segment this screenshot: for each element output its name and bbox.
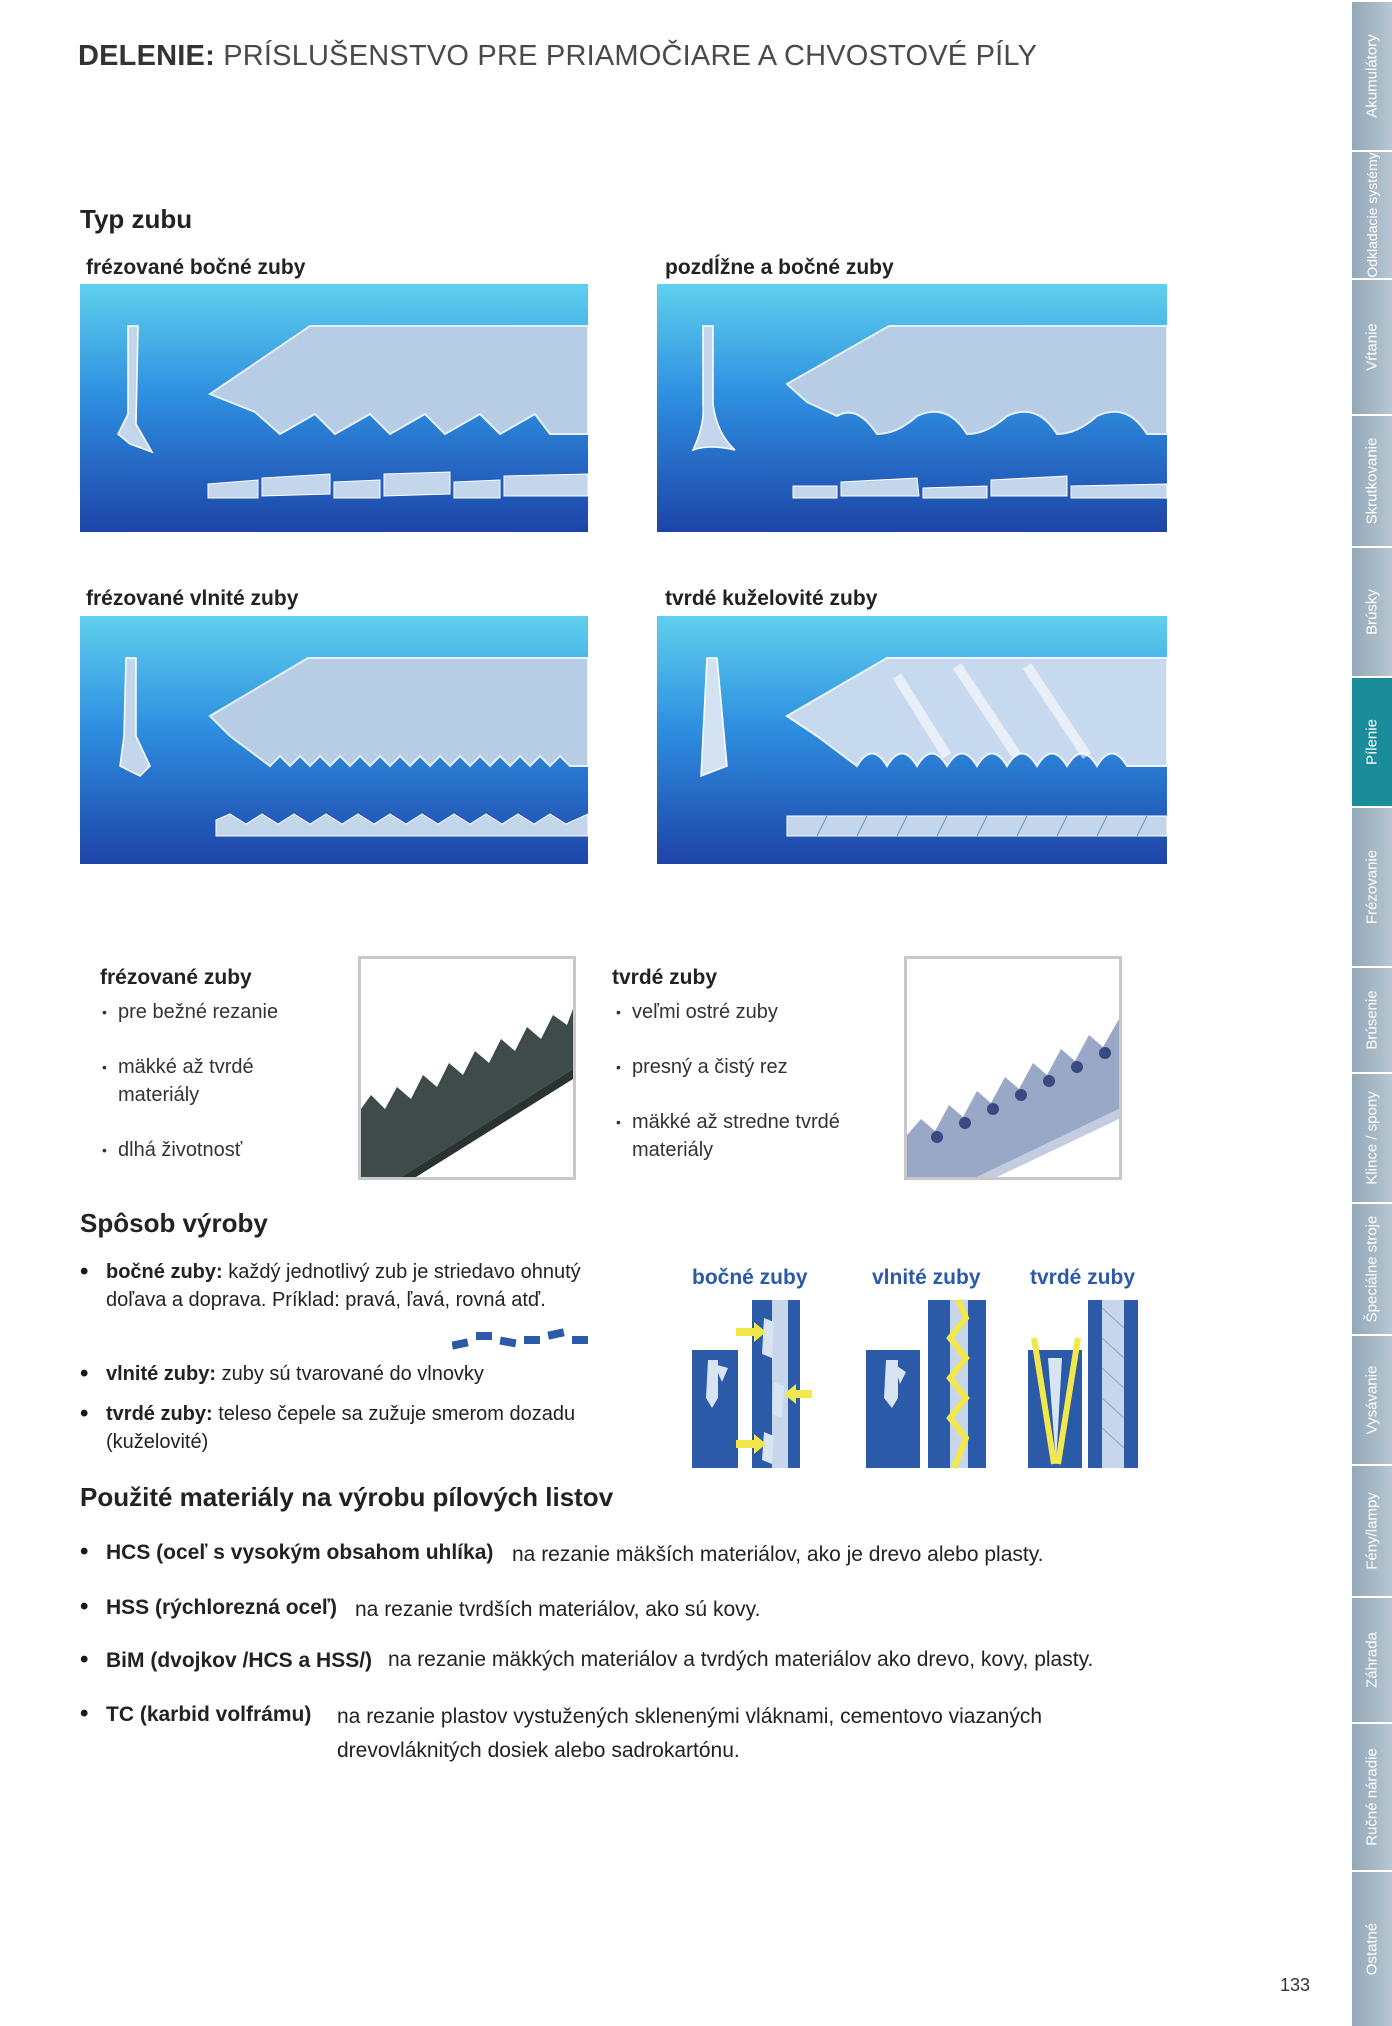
sidebar-tab-brusenie[interactable]: Brúsenie — [1352, 966, 1392, 1072]
diagram-label-side: bočné zuby — [692, 1266, 808, 1289]
material-desc-tc: na rezanie plastov vystužených sklenenými vláknami, cementovo viazaných drevovláknitých dosiek alebo sadrokartónu. — [337, 1705, 1043, 1762]
sidebar-tab-vysavanie[interactable]: Vysávanie — [1352, 1334, 1392, 1464]
method-item-hard: tvrdé zuby: teleso čepele sa zužuje smerom dozadu (kuželovité) — [106, 1403, 576, 1453]
material-term-hss: HSS (rýchlorezná oceľ) — [106, 1596, 337, 1619]
wave-pattern-icon — [452, 1328, 590, 1357]
sidebar-tab-brusky[interactable]: Brúsky — [1352, 546, 1392, 676]
diagram-side-teeth — [692, 1298, 812, 1475]
bullet-dot: • — [80, 1258, 89, 1285]
page-number: 133 — [1280, 1975, 1311, 1995]
sidebar-tab-vrtanie[interactable]: Vŕtanie — [1352, 278, 1392, 414]
milled-teeth-title: frézované zuby — [100, 966, 252, 989]
material-desc-hss: na rezanie tvrdších materiálov, ako sú kovy. — [355, 1598, 761, 1621]
sidebar-tab-zahrada[interactable]: Záhrada — [1352, 1596, 1392, 1722]
tooth-type-heading: Typ zubu — [80, 204, 193, 234]
sidebar-tab-rucne-naradie[interactable]: Ručné náradie — [1352, 1722, 1392, 1870]
list-item: • veľmi ostré zuby — [616, 1001, 778, 1023]
diagram-label-hard: tvrdé zuby — [1030, 1266, 1136, 1289]
diagram-label-wavy: vlnité zuby — [872, 1266, 981, 1289]
material-term-hcs: HCS (oceľ s vysokým obsahom uhlíka) — [106, 1541, 494, 1564]
material-term-bim: BiM (dvojkov /HCS a HSS/) — [106, 1649, 373, 1672]
sidebar-tab-ostatne[interactable]: Ostatné — [1352, 1870, 1392, 2026]
blade-image-milled-wavy — [80, 616, 588, 864]
bullet-dot: • — [80, 1593, 89, 1620]
material-desc-hcs: na rezanie mäkších materiálov, ako je drevo alebo plasty. — [512, 1543, 1044, 1566]
bullet-dot: • — [80, 1360, 89, 1387]
blade-image-longitudinal — [657, 284, 1167, 532]
list-item: • mäkké až tvrdé materiály — [102, 1056, 254, 1106]
list-item: • dlhá životnosť — [102, 1139, 243, 1161]
panel-label-hard-conical: tvrdé kuželovité zuby — [665, 587, 878, 610]
sidebar-tab-klince[interactable]: Klince / spony — [1352, 1072, 1392, 1202]
bullet-dot: • — [80, 1400, 89, 1427]
sidebar-tab-specialne[interactable]: Špeciálne stroje — [1352, 1202, 1392, 1334]
method-heading: Spôsob výroby — [80, 1208, 268, 1238]
hard-blade-photo — [904, 956, 1122, 1180]
material-term-tc: TC (karbid volfrámu) — [106, 1703, 312, 1726]
sidebar-tab-skrutkovanie[interactable]: Skrutkovanie — [1352, 414, 1392, 546]
list-item: • pre bežné rezanie — [102, 1001, 279, 1023]
method-item-wavy: vlnité zuby: zuby sú tvarované do vlnovky — [106, 1363, 484, 1385]
blade-image-hard-conical — [657, 616, 1167, 864]
hard-teeth-title: tvrdé zuby — [612, 966, 718, 989]
sidebar-tab-feny[interactable]: Fény/lampy — [1352, 1464, 1392, 1596]
panel-label-milled-side: frézované bočné zuby — [86, 256, 306, 279]
material-desc-bim: na rezanie mäkkých materiálov a tvrdých materiálov ako drevo, kovy, plasty. — [388, 1648, 1094, 1671]
sidebar-tab-pilenie[interactable]: Pílenie — [1352, 676, 1392, 806]
blade-image-milled-side — [80, 284, 588, 532]
list-item: • presný a čistý rez — [616, 1056, 788, 1078]
sidebar-tab-akumulatory[interactable]: Akumulátory — [1352, 0, 1392, 150]
list-item: • mäkké až stredne tvrdé materiály — [616, 1111, 840, 1161]
diagram-hard-teeth — [1028, 1298, 1138, 1475]
panel-label-milled-wavy: frézované vlnité zuby — [86, 587, 299, 610]
method-item-side: bočné zuby: každý jednotlivý zub je striedavo ohnutý doľava a doprava. Príklad: pravá, ľavá, rovná atď. — [106, 1261, 581, 1311]
sidebar-tab-frezovanie[interactable]: Frézovanie — [1352, 806, 1392, 966]
bullet-dot: • — [80, 1700, 89, 1727]
materials-heading: Použité materiály na výrobu pílových listov — [80, 1482, 614, 1512]
milled-blade-photo — [358, 956, 576, 1180]
panel-label-longitudinal: pozdĺžne a bočné zuby — [665, 256, 894, 279]
diagram-wavy-teeth — [866, 1298, 986, 1475]
bullet-dot: • — [80, 1538, 89, 1565]
sidebar-tab-odkladacie[interactable]: Odkladacie systémy — [1352, 150, 1392, 278]
bullet-dot: • — [80, 1646, 89, 1673]
page-title: DELENIE: PRÍSLUŠENSTVO PRE PRIAMOČIARE A CHVOSTOVÉ PÍLY — [78, 40, 1038, 72]
